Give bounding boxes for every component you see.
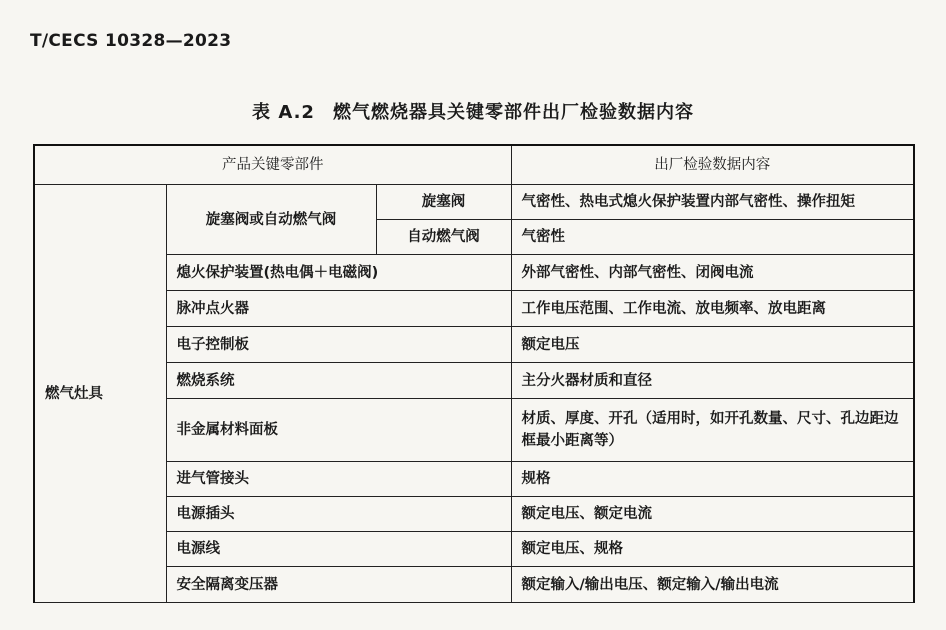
inspection-data-table (33, 144, 915, 603)
content-cell: 额定电压、规格 (511, 532, 914, 567)
content-cell: 材质、厚度、开孔（适用时，如开孔数量、尺寸、孔边距边框最小距离等） (511, 399, 914, 462)
table-row (34, 567, 914, 603)
col-header-content: 出厂检验数据内容 (511, 145, 914, 185)
sub-part-cell: 旋塞阀 (376, 185, 511, 220)
content-cell: 额定电压、额定电流 (511, 497, 914, 532)
content-cell: 规格 (511, 462, 914, 497)
table-row (34, 185, 914, 220)
table-header-row (34, 145, 914, 185)
table-title (0, 98, 946, 124)
part-cell: 电源插头 (166, 497, 511, 532)
sub-part-cell: 自动燃气阀 (376, 220, 511, 255)
group-label-cell: 旋塞阀或自动燃气阀 (166, 185, 376, 255)
part-cell: 非金属材料面板 (166, 399, 511, 462)
table-row (34, 399, 914, 462)
table-number: 表 A.2 (252, 102, 315, 123)
part-cell: 电源线 (166, 532, 511, 567)
content-cell: 主分火器材质和直径 (511, 363, 914, 399)
content-cell: 额定电压 (511, 327, 914, 363)
category-cell: 燃气灶具 (34, 185, 166, 603)
table-row (34, 363, 914, 399)
table-row (34, 497, 914, 532)
part-cell: 燃烧系统 (166, 363, 511, 399)
content-cell: 气密性、热电式熄火保护装置内部气密性、操作扭矩 (511, 185, 914, 220)
part-cell: 脉冲点火器 (166, 291, 511, 327)
part-cell: 熄火保护装置(热电偶＋电磁阀) (166, 255, 511, 291)
table-row (34, 462, 914, 497)
content-cell: 外部气密性、内部气密性、闭阀电流 (511, 255, 914, 291)
table-row (34, 327, 914, 363)
table-row (34, 532, 914, 567)
document-code: T/CECS 10328—2023 (30, 31, 232, 51)
content-cell: 工作电压范围、工作电流、放电频率、放电距离 (511, 291, 914, 327)
table-row (34, 291, 914, 327)
table-row (34, 255, 914, 291)
content-cell: 气密性 (511, 220, 914, 255)
table-title-text: 燃气燃烧器具关键零部件出厂检验数据内容 (332, 102, 694, 123)
part-cell: 电子控制板 (166, 327, 511, 363)
part-cell: 进气管接头 (166, 462, 511, 497)
part-cell: 安全隔离变压器 (166, 567, 511, 603)
col-header-part: 产品关键零部件 (34, 145, 511, 185)
content-cell: 额定输入/输出电压、额定输入/输出电流 (511, 567, 914, 603)
